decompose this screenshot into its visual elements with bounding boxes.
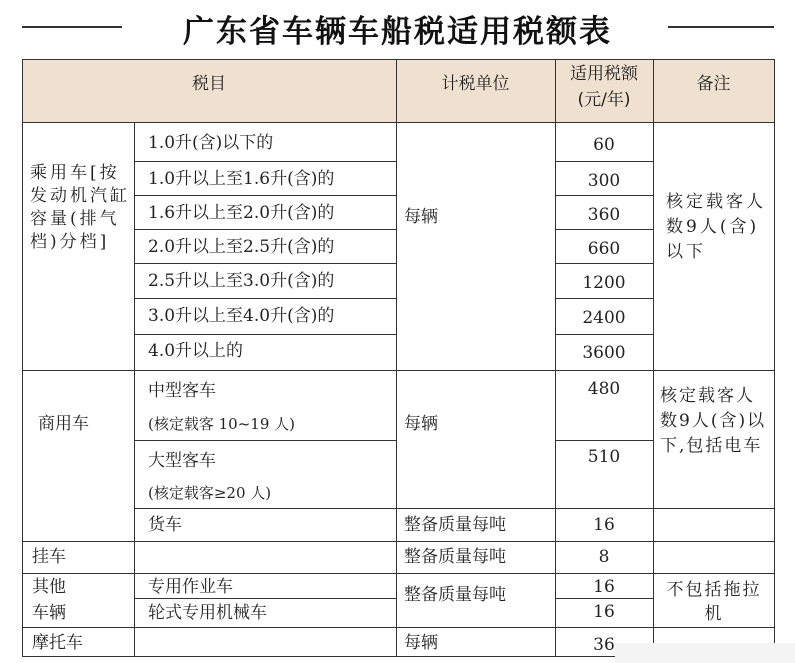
medium-bus-label: 中型客车: [148, 381, 216, 401]
header-item: 税目: [192, 74, 226, 94]
rule: [134, 298, 396, 299]
passenger-tax: 660: [587, 239, 621, 259]
rule: [774, 59, 775, 656]
rule: [653, 59, 654, 656]
passenger-row-label: 2.0升以上至2.5升(含)的: [148, 237, 335, 257]
passenger-tax: 1200: [582, 273, 626, 293]
header-rate-line2: (元/年): [577, 90, 631, 110]
rule: [555, 440, 653, 441]
header-unit: 计税单位: [441, 74, 510, 94]
rule: [555, 229, 653, 230]
passenger-tax: 3600: [582, 343, 626, 363]
rule: [134, 263, 396, 264]
trailer-category: 挂车: [32, 547, 66, 567]
passenger-row-label: 3.0升以上至4.0升(含)的: [148, 306, 335, 326]
other-tax: 16: [593, 602, 615, 622]
rule: [134, 598, 396, 599]
other-row-label: 轮式专用机械车: [148, 603, 267, 623]
medium-bus-sub: (核定载客 10~19 人): [148, 415, 295, 433]
motorcycle-unit: 每辆: [404, 633, 438, 653]
truck-unit: 整备质量每吨: [404, 515, 506, 535]
title-rule-right: [668, 26, 774, 28]
rule: [22, 59, 23, 656]
rule: [134, 161, 396, 162]
corner-overlay: [615, 643, 795, 663]
passenger-tax: 360: [587, 205, 621, 225]
trailer-tax: 8: [598, 547, 610, 567]
other-row-label: 专用作业车: [148, 577, 233, 597]
rule: [555, 263, 653, 264]
commercial-unit: 每辆: [404, 414, 438, 434]
motorcycle-category: 摩托车: [32, 633, 83, 653]
trailer-unit: 整备质量每吨: [404, 547, 506, 567]
passenger-unit: 每辆: [404, 207, 438, 227]
large-bus-label: 大型客车: [148, 451, 216, 471]
other-tax: 16: [593, 577, 615, 597]
page-title: 广东省车辆车船税适用税额表: [183, 14, 612, 50]
rule: [555, 298, 653, 299]
rule: [134, 229, 396, 230]
other-category-line2: 车辆: [32, 603, 66, 623]
header-rate-line1: 适用税额: [570, 64, 638, 84]
large-bus-sub: (核定载客≥20 人): [148, 484, 272, 502]
passenger-row-label: 1.0升(含)以下的: [148, 133, 274, 153]
rule: [134, 195, 396, 196]
other-note: 不包括拖拉机: [666, 580, 762, 624]
truck-label: 货车: [148, 515, 182, 535]
truck-tax: 16: [593, 515, 615, 535]
rule: [555, 195, 653, 196]
commercial-note: 核定载客人数9人(含)以下,包括电车: [660, 386, 767, 456]
passenger-note: 核定载客人数9人(含)以下: [666, 192, 766, 262]
rule: [134, 508, 774, 509]
header-note: 备注: [696, 74, 731, 94]
large-bus-tax: 510: [587, 447, 621, 467]
passenger-row-label: 4.0升以上的: [148, 341, 244, 361]
medium-bus-tax: 480: [587, 379, 621, 399]
passenger-category: 乘用车[按发动机汽缸容量(排气档)分档]: [30, 163, 130, 252]
rule: [555, 598, 653, 599]
rule: [134, 440, 396, 441]
rule: [555, 334, 653, 335]
rule: [396, 59, 397, 656]
rule: [555, 161, 653, 162]
commercial-category: 商用车: [38, 414, 89, 434]
passenger-row-label: 1.6升以上至2.0升(含)的: [148, 203, 335, 223]
rule: [134, 122, 135, 656]
passenger-tax: 300: [587, 171, 621, 191]
passenger-tax: 60: [593, 135, 615, 155]
passenger-row-label: 2.5升以上至3.0升(含)的: [148, 271, 335, 291]
other-unit: 整备质量每吨: [404, 585, 506, 605]
passenger-row-label: 1.0升以上至1.6升(含)的: [148, 169, 335, 189]
title-rule-left: [22, 26, 122, 28]
rule: [22, 59, 774, 60]
rule: [134, 334, 396, 335]
passenger-tax: 2400: [582, 308, 626, 328]
other-category-line1: 其他: [32, 577, 66, 597]
motorcycle-tax: 36: [593, 635, 615, 655]
